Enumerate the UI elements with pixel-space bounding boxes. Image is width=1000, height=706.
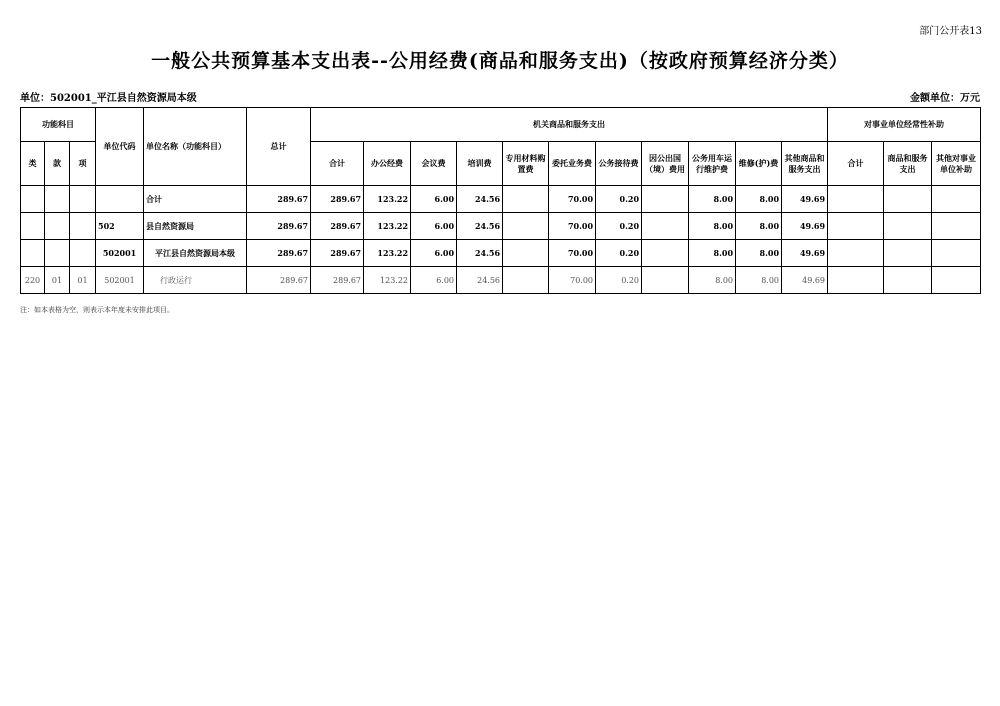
- cell-code: 502001: [96, 267, 144, 294]
- cell-value: 8.00: [689, 240, 736, 267]
- cell-value: 8.00: [736, 267, 782, 294]
- cell-value: 289.67: [311, 186, 364, 213]
- cell-name: 合计: [144, 186, 247, 213]
- header-sub: 维修(护)费: [736, 142, 782, 186]
- cell-xiang: [70, 186, 96, 213]
- cell-value: 8.00: [736, 213, 782, 240]
- header-unit-code: 单位代码: [96, 108, 144, 186]
- cell-value: [828, 267, 884, 294]
- cell-value: [932, 240, 981, 267]
- cell-value: 8.00: [689, 213, 736, 240]
- cell-code: [96, 186, 144, 213]
- header-lei: 类: [21, 142, 45, 186]
- cell-value: [642, 186, 689, 213]
- header-sub: 商品和服务支出: [884, 142, 932, 186]
- cell-code: 502001: [96, 240, 144, 267]
- amount-unit-label: 金额单位：万元: [910, 93, 980, 104]
- table-row: [21, 213, 981, 240]
- cell-value: 289.67: [311, 213, 364, 240]
- cell-lei: 220: [21, 267, 45, 294]
- cell-value: 0.20: [596, 240, 642, 267]
- cell-value: 70.00: [549, 267, 596, 294]
- cell-value: 49.69: [782, 267, 828, 294]
- cell-value: [884, 267, 932, 294]
- header-sub: 合计: [311, 142, 364, 186]
- cell-name: 平江县自然资源局本级: [144, 240, 247, 267]
- header-unit-name: 单位名称（功能科目）: [144, 108, 247, 186]
- cell-lei: [21, 186, 45, 213]
- cell-value: [642, 267, 689, 294]
- cell-value: [884, 186, 932, 213]
- cell-value: 123.22: [364, 240, 411, 267]
- cell-value: [503, 186, 549, 213]
- cell-value: 289.67: [311, 267, 364, 294]
- cell-lei: [21, 240, 45, 267]
- cell-total: 289.67: [247, 240, 311, 267]
- header-sub: 其他对事业单位补助: [932, 142, 981, 186]
- header-sub: 公务用车运行维护费: [689, 142, 736, 186]
- cell-value: 0.20: [596, 186, 642, 213]
- table-number-label: 部门公开表13: [919, 26, 982, 37]
- header-total: 总计: [247, 108, 311, 186]
- cell-value: 24.56: [457, 186, 503, 213]
- cell-xiang: [70, 240, 96, 267]
- table-row: [21, 240, 981, 267]
- cell-kuan: 01: [45, 267, 70, 294]
- header-sub: 其他商品和服务支出: [782, 142, 828, 186]
- header-sub: 办公经费: [364, 142, 411, 186]
- unit-label: 单位：502001_平江县自然资源局本级: [20, 93, 197, 104]
- cell-value: 0.20: [596, 267, 642, 294]
- cell-value: [828, 213, 884, 240]
- cell-value: 49.69: [782, 240, 828, 267]
- cell-kuan: [45, 213, 70, 240]
- table-row: [21, 186, 981, 213]
- cell-total: 289.67: [247, 186, 311, 213]
- cell-value: 8.00: [736, 186, 782, 213]
- cell-value: [642, 240, 689, 267]
- page-title: 一般公共预算基本支出表--公用经费(商品和服务支出)（按政府预算经济分类）: [151, 50, 849, 72]
- cell-kuan: [45, 186, 70, 213]
- footnote: 注：如本表格为空，则表示本年度未安排此项目。: [20, 306, 174, 314]
- cell-total: 289.67: [247, 213, 311, 240]
- cell-value: 70.00: [549, 240, 596, 267]
- cell-value: 123.22: [364, 213, 411, 240]
- header-subsidy: 对事业单位经常性补助: [828, 108, 981, 142]
- header-xiang: 项: [70, 142, 96, 186]
- cell-value: 70.00: [549, 186, 596, 213]
- cell-total: 289.67: [247, 267, 311, 294]
- cell-value: 8.00: [736, 240, 782, 267]
- cell-value: 49.69: [782, 186, 828, 213]
- cell-code: 502: [96, 213, 144, 240]
- cell-value: 6.00: [411, 267, 457, 294]
- header-sub: 合计: [828, 142, 884, 186]
- header-sub: 公务接待费: [596, 142, 642, 186]
- cell-value: [503, 240, 549, 267]
- header-sub: 因公出国（境）费用: [642, 142, 689, 186]
- table-row: [21, 267, 981, 294]
- header-kuan: 款: [45, 142, 70, 186]
- cell-xiang: 01: [70, 267, 96, 294]
- cell-value: 8.00: [689, 186, 736, 213]
- cell-lei: [21, 213, 45, 240]
- cell-name: 县自然资源局: [144, 213, 247, 240]
- header-sub: 专用材料购置费: [503, 142, 549, 186]
- cell-value: 6.00: [411, 213, 457, 240]
- header-sub: 培训费: [457, 142, 503, 186]
- cell-name: 行政运行: [144, 267, 247, 294]
- cell-value: [503, 213, 549, 240]
- cell-value: [932, 267, 981, 294]
- cell-value: 49.69: [782, 213, 828, 240]
- header-func-subject: 功能科目: [21, 108, 96, 142]
- cell-xiang: [70, 213, 96, 240]
- cell-value: 123.22: [364, 186, 411, 213]
- cell-value: 0.20: [596, 213, 642, 240]
- cell-value: 70.00: [549, 213, 596, 240]
- cell-value: [828, 240, 884, 267]
- cell-value: 8.00: [689, 267, 736, 294]
- budget-table: [20, 107, 981, 294]
- cell-value: [828, 186, 884, 213]
- header-sub: 委托业务费: [549, 142, 596, 186]
- cell-value: 24.56: [457, 213, 503, 240]
- cell-value: 24.56: [457, 267, 503, 294]
- header-sub: 会议费: [411, 142, 457, 186]
- cell-value: [642, 213, 689, 240]
- cell-value: [932, 186, 981, 213]
- cell-value: [884, 240, 932, 267]
- cell-value: 6.00: [411, 240, 457, 267]
- cell-value: [884, 213, 932, 240]
- cell-value: [932, 213, 981, 240]
- cell-value: 123.22: [364, 267, 411, 294]
- cell-value: 24.56: [457, 240, 503, 267]
- cell-value: [503, 267, 549, 294]
- cell-kuan: [45, 240, 70, 267]
- cell-value: 289.67: [311, 240, 364, 267]
- header-goods-services: 机关商品和服务支出: [311, 108, 828, 142]
- cell-value: 6.00: [411, 186, 457, 213]
